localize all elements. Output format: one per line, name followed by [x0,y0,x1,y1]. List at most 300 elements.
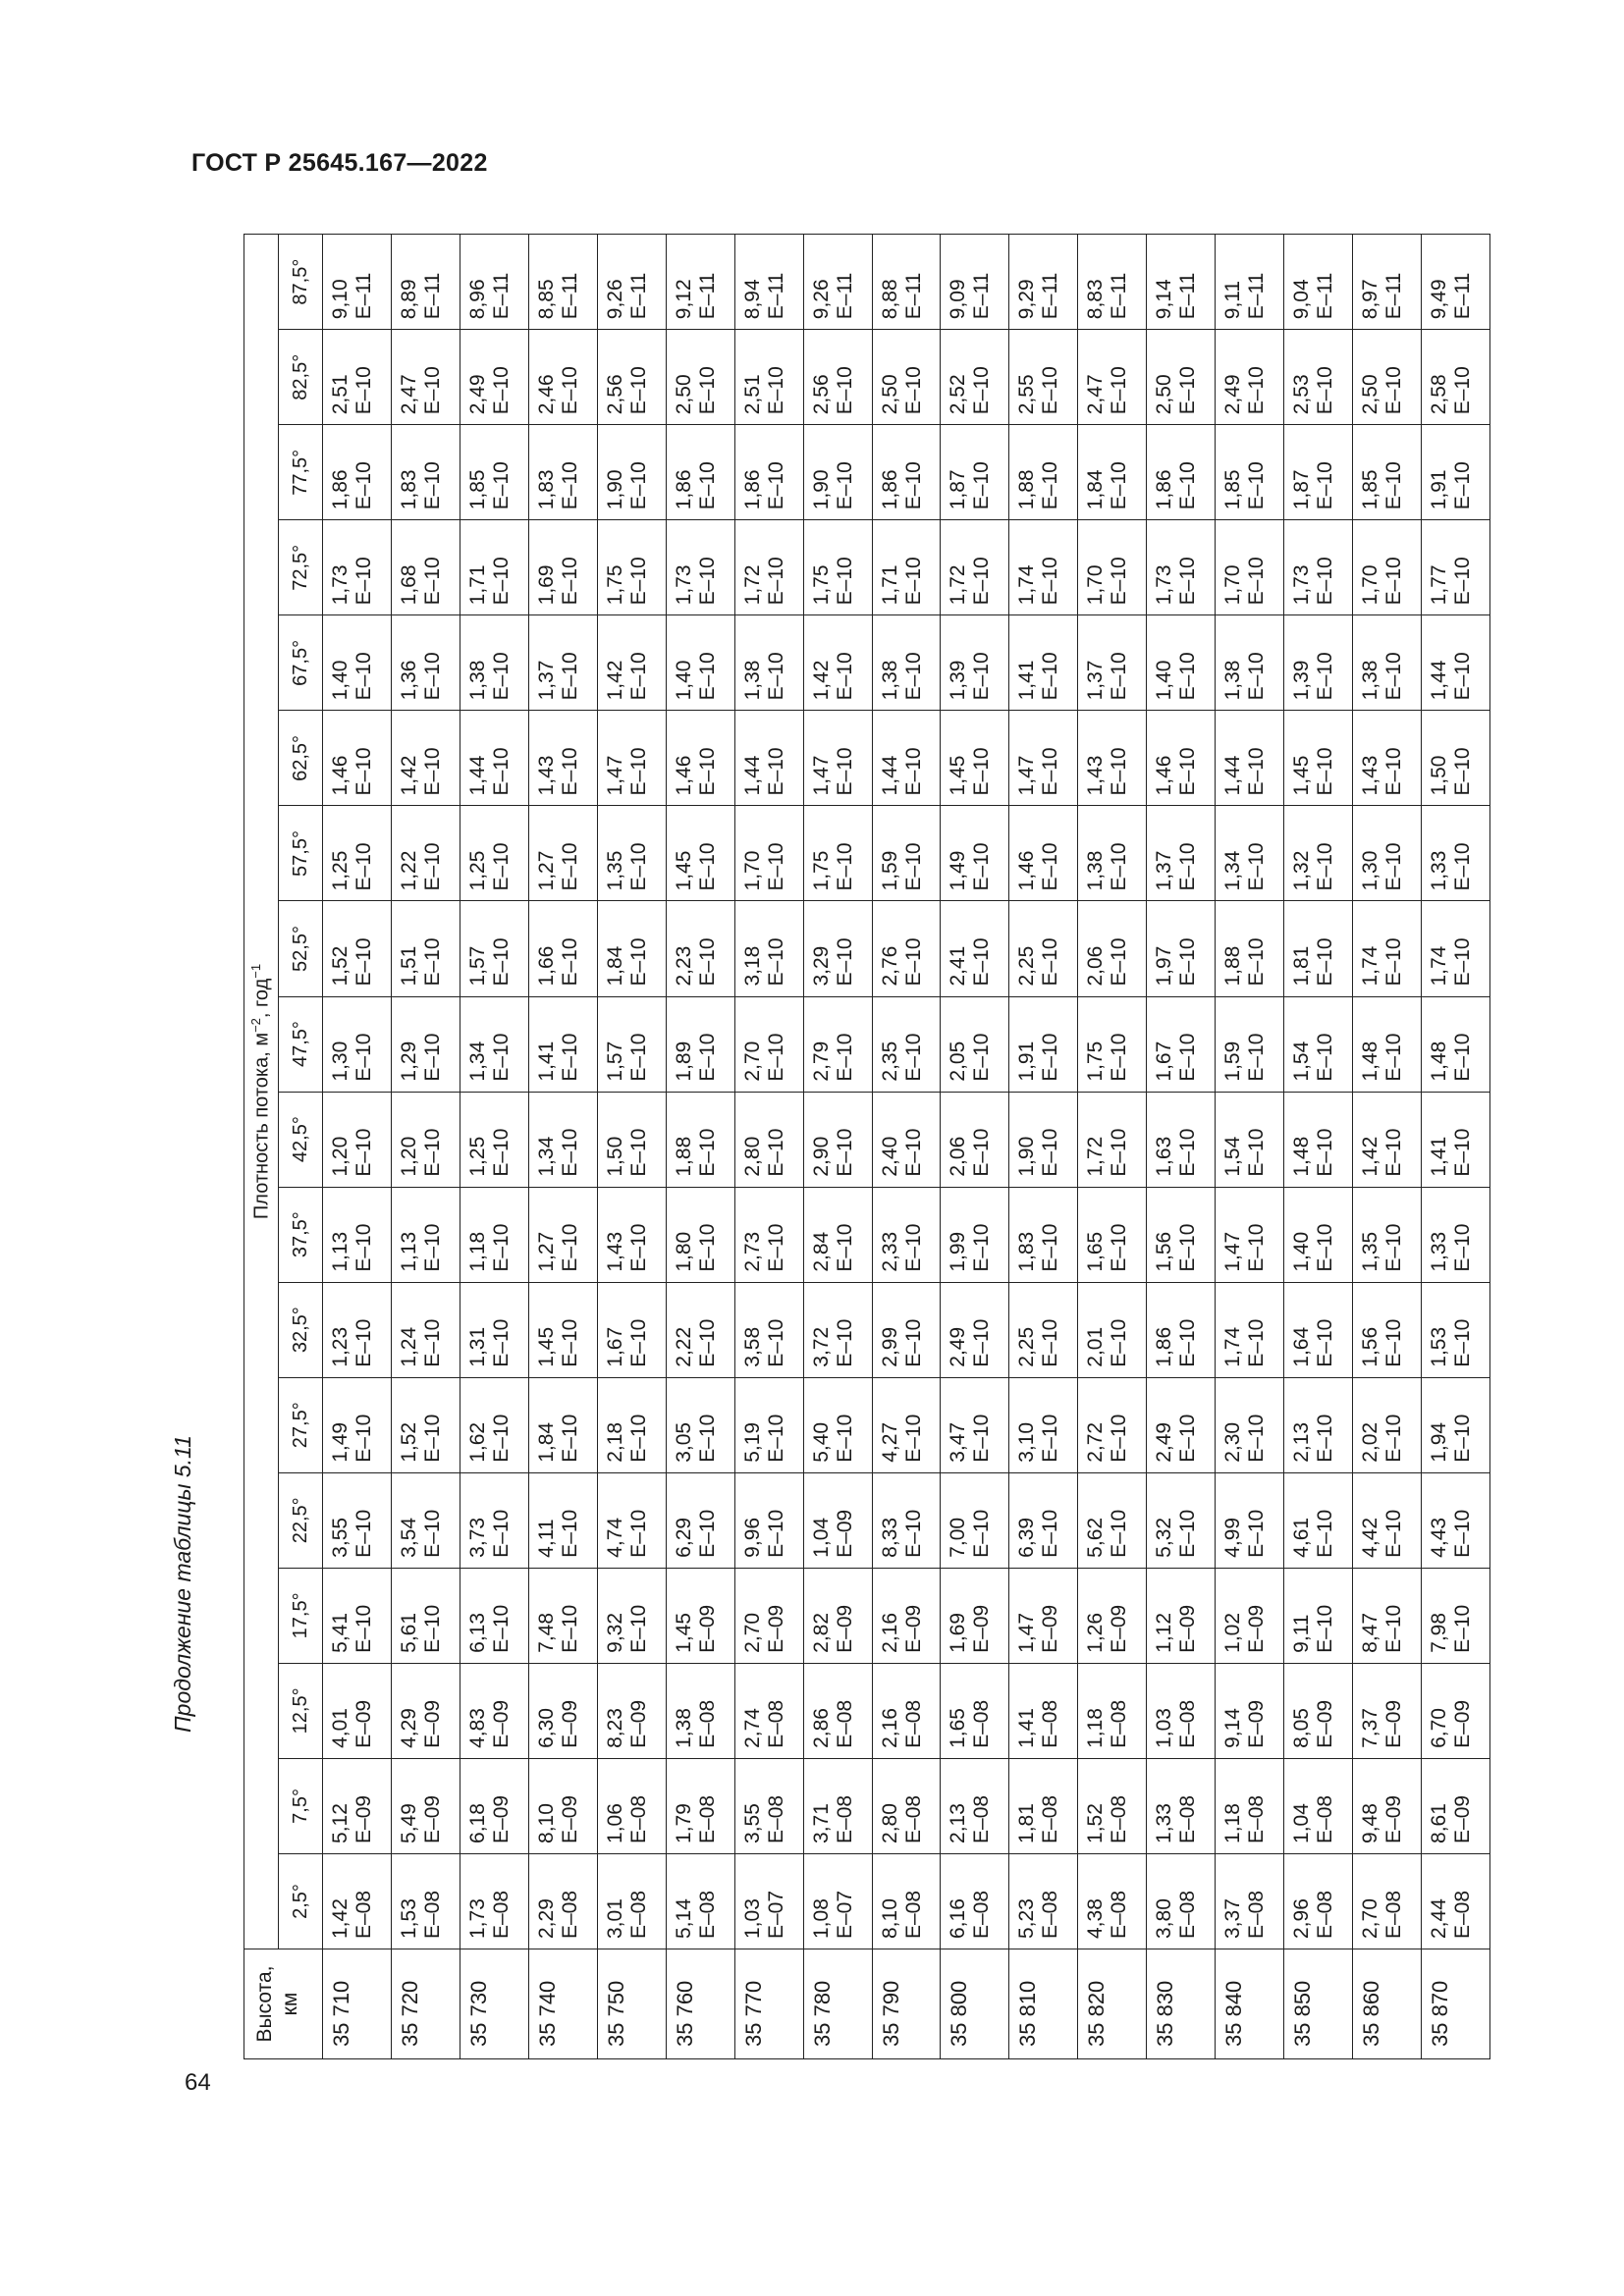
exponent: E–10 [558,366,581,415]
mantissa: 9,29 [1015,279,1039,320]
exponent: E–11 [695,272,719,320]
mantissa: 8,94 [740,279,764,320]
exponent: E–11 [764,272,787,320]
exponent: E–10 [420,366,444,415]
exponent: E–08 [420,1890,444,1939]
flux-value-cell [391,1758,460,1853]
exponent: E–08 [695,1699,719,1748]
exponent: E–10 [1176,557,1200,606]
flux-value-cell [1147,235,1216,330]
mantissa: 1,46 [329,755,352,796]
mantissa: 5,14 [672,1898,695,1939]
mantissa: 2,70 [1359,1898,1382,1939]
exponent: E–10 [489,366,513,415]
table-row [1216,235,1284,2059]
exponent: E–10 [489,1414,513,1463]
flux-value-cell [1078,520,1147,615]
flux-value-cell [666,235,734,330]
flux-value-cell [323,1853,392,1949]
angle-header: 77,5° [279,425,323,520]
exponent: E–10 [970,937,994,987]
flux-value-cell [1353,996,1422,1092]
flux-value-cell [872,520,941,615]
flux-value-cell [528,1568,597,1663]
flux-value-cell [734,1377,803,1472]
mantissa: 1,74 [1359,945,1382,987]
exponent: E–08 [1039,1794,1062,1843]
mantissa: 1,50 [1428,755,1450,796]
flux-value-cell [460,1377,528,1472]
mantissa: 2,70 [740,1612,764,1653]
mantissa: 1,25 [329,850,352,891]
mantissa: 1,06 [603,1803,626,1843]
exponent: E–10 [352,1414,375,1463]
mantissa: 1,74 [1428,945,1450,987]
flux-value-cell [1078,425,1147,520]
mantissa: 1,63 [1153,1136,1176,1177]
mantissa: 1,48 [1428,1041,1450,1082]
flux-value-cell [872,1758,941,1853]
exponent: E–10 [1382,1223,1406,1272]
mantissa: 1,86 [740,469,764,510]
exponent: E–10 [1382,1604,1406,1653]
table-row [597,235,666,2059]
flux-value-cell [1078,330,1147,425]
angle-header: 57,5° [279,806,323,901]
mantissa: 1,48 [1359,1041,1382,1082]
flux-value-cell [941,1377,1009,1472]
mantissa: 2,05 [947,1041,970,1082]
flux-value-cell [460,425,528,520]
exponent: E–10 [1245,1318,1269,1367]
flux-value-cell [528,1377,597,1472]
flux-value-cell [1216,330,1284,425]
exponent: E–10 [558,557,581,606]
mantissa: 1,83 [397,469,420,510]
exponent: E–10 [695,1414,719,1463]
flux-value-cell [1216,1853,1284,1949]
exponent: E–10 [1382,1128,1406,1177]
mantissa: 2,13 [947,1803,970,1843]
exponent: E–10 [1382,366,1406,415]
mantissa: 1,44 [1221,755,1245,796]
flux-value-cell [1284,1187,1353,1282]
exponent: E–10 [1314,1318,1337,1367]
flux-value-cell [1284,1758,1353,1853]
flux-value-cell [666,520,734,615]
flux-value-cell [1284,901,1353,996]
exponent: E–10 [626,1414,650,1463]
mantissa: 8,97 [1359,279,1382,320]
table-row [323,235,392,2059]
flux-value-cell [1353,1663,1422,1758]
exponent: E–11 [901,272,925,320]
mantissa: 1,45 [534,1326,558,1367]
flux-value-cell [803,711,872,806]
mantissa: 1,59 [878,850,901,891]
flux-value-cell [1147,1568,1216,1663]
exponent: E–10 [695,842,719,891]
exponent: E–10 [1451,652,1474,701]
mantissa: 1,73 [1290,564,1314,606]
flux-value-cell [391,806,460,901]
flux-value-cell [460,901,528,996]
exponent: E–10 [1245,652,1269,701]
exponent: E–10 [626,937,650,987]
exponent: E–10 [1382,937,1406,987]
mantissa: 1,50 [603,1136,626,1177]
mantissa: 7,98 [1428,1612,1450,1653]
table-row [1353,235,1422,2059]
flux-value-cell [323,330,392,425]
exponent: E–10 [626,747,650,796]
flux-value-cell [1353,1568,1422,1663]
mantissa: 6,30 [534,1708,558,1748]
mantissa: 1,46 [1015,850,1039,891]
exponent: E–11 [1108,272,1131,320]
flux-value-cell [323,1568,392,1663]
exponent: E–10 [352,1604,375,1653]
mantissa: 8,88 [878,279,901,320]
mantissa: 1,75 [809,564,833,606]
flux-value-cell [872,330,941,425]
exponent: E–10 [1314,1223,1337,1272]
mantissa: 5,41 [329,1612,352,1653]
flux-value-cell [391,1377,460,1472]
altitude-cell: 35 780 [803,1949,872,2059]
flux-value-cell [941,1472,1009,1568]
flux-value-cell [1147,1092,1216,1187]
flux-value-cell [666,1568,734,1663]
mantissa: 4,83 [465,1708,489,1748]
exponent: E–10 [558,842,581,891]
exponent: E–08 [558,1890,581,1939]
exponent: E–08 [1245,1890,1269,1939]
mantissa: 1,39 [947,660,970,701]
mantissa: 1,35 [603,850,626,891]
mantissa: 9,12 [672,279,695,320]
mantissa: 1,72 [947,564,970,606]
flux-value-cell [528,1853,597,1949]
flux-value-cell [1216,1187,1284,1282]
mantissa: 1,51 [397,945,420,987]
exponent: E–10 [1314,557,1337,606]
exponent: E–10 [420,1509,444,1558]
flux-value-cell [941,425,1009,520]
mantissa: 1,40 [329,660,352,701]
mantissa: 1,72 [740,564,764,606]
altitude-cell: 35 860 [1353,1949,1422,2059]
exponent: E–10 [764,652,787,701]
flux-value-cell [1353,1187,1422,1282]
flux-value-cell [734,901,803,996]
exponent: E–10 [970,1414,994,1463]
mantissa: 2,23 [672,945,695,987]
exponent: E–10 [1108,937,1131,987]
flux-value-cell [1009,330,1078,425]
mantissa: 1,38 [1359,660,1382,701]
exponent: E–10 [1382,652,1406,701]
mantissa: 2,50 [1153,374,1176,415]
flux-value-cell [323,806,392,901]
flux-value-cell [528,1758,597,1853]
exponent: E–10 [626,1509,650,1558]
flux-value-cell [1009,1853,1078,1949]
flux-value-cell [734,1758,803,1853]
mantissa: 2,35 [878,1041,901,1082]
flux-value-cell [597,1663,666,1758]
exponent: E–10 [420,652,444,701]
mantissa: 1,27 [534,1231,558,1272]
mantissa: 1,79 [672,1803,695,1843]
mantissa: 8,96 [465,279,489,320]
mantissa: 1,47 [603,755,626,796]
flux-value-cell [803,901,872,996]
exponent: E–09 [1451,1794,1474,1843]
flux-value-cell [1422,520,1490,615]
mantissa: 1,46 [672,755,695,796]
exponent: E–10 [764,366,787,415]
altitude-cell: 35 750 [597,1949,666,2059]
flux-value-cell [528,901,597,996]
exponent: E–09 [1451,1699,1474,1748]
exponent: E–10 [558,747,581,796]
mantissa: 1,02 [1221,1612,1245,1653]
mantissa: 2,49 [947,1326,970,1367]
flux-value-cell [460,1472,528,1568]
angle-header: 87,5° [279,235,323,330]
exponent: E–10 [1108,842,1131,891]
flux-value-cell [1422,1853,1490,1949]
exponent: E–10 [626,366,650,415]
table-row [1422,235,1490,2059]
mantissa: 1,87 [1290,469,1314,510]
flux-value-cell [323,425,392,520]
flux-value-cell [1216,1663,1284,1758]
flux-value-cell [1147,1282,1216,1377]
flux-value-cell [734,1187,803,1282]
exponent: E–08 [901,1699,925,1748]
exponent: E–10 [901,366,925,415]
flux-value-cell [1147,330,1216,425]
exponent: E–10 [695,366,719,415]
flux-value-cell [1216,996,1284,1092]
flux-value-cell [528,330,597,425]
flux-value-cell [1009,235,1078,330]
exponent: E–10 [420,1128,444,1177]
exponent: E–10 [489,557,513,606]
mantissa: 1,56 [1153,1231,1176,1272]
flux-value-cell [1078,1092,1147,1187]
mantissa: 1,73 [329,564,352,606]
exponent: E–10 [764,842,787,891]
mantissa: 1,57 [465,945,489,987]
mantissa: 1,42 [809,660,833,701]
exponent: E–10 [1382,1033,1406,1082]
flux-value-cell [872,996,941,1092]
mantissa: 7,48 [534,1612,558,1653]
mantissa: 1,49 [947,850,970,891]
exponent: E–11 [833,272,856,320]
exponent: E–10 [1108,366,1131,415]
flux-value-cell [1009,1568,1078,1663]
exponent: E–10 [420,461,444,510]
mantissa: 2,25 [1015,1326,1039,1367]
exponent: E–10 [1039,937,1062,987]
exponent: E–10 [1108,747,1131,796]
flux-value-cell [460,711,528,806]
mantissa: 2,06 [1084,945,1108,987]
exponent: E–10 [833,652,856,701]
angle-header: 52,5° [279,901,323,996]
flux-value-cell [323,1758,392,1853]
exponent: E–10 [489,1509,513,1558]
angle-header: 17,5° [279,1568,323,1663]
mantissa: 2,96 [1290,1898,1314,1939]
mantissa: 8,47 [1359,1612,1382,1653]
mantissa: 1,12 [1153,1612,1176,1653]
mantissa: 1,42 [397,755,420,796]
altitude-cell: 35 830 [1147,1949,1216,2059]
mantissa: 1,43 [534,755,558,796]
flux-value-cell [460,996,528,1092]
exponent: E–11 [420,272,444,320]
flux-value-cell [1353,235,1422,330]
exponent: E–10 [558,1033,581,1082]
angle-header: 12,5° [279,1663,323,1758]
exponent: E–11 [558,272,581,320]
exponent: E–10 [970,842,994,891]
mantissa: 2,84 [809,1231,833,1272]
mantissa: 2,49 [1221,374,1245,415]
table-row [1147,235,1216,2059]
flux-value-cell [528,806,597,901]
flux-value-cell [597,1092,666,1187]
mantissa: 2,50 [1359,374,1382,415]
exponent: E–10 [1451,1033,1474,1082]
mantissa: 1,33 [1428,1231,1450,1272]
mantissa: 1,54 [1290,1041,1314,1082]
mantissa: 3,01 [603,1898,626,1939]
mantissa: 2,06 [947,1136,970,1177]
mantissa: 2,56 [809,374,833,415]
flux-value-cell [1009,1377,1078,1472]
exponent: E–11 [1451,272,1474,320]
mantissa: 1,47 [809,755,833,796]
mantissa: 1,34 [1221,850,1245,891]
exponent: E–10 [1314,842,1337,891]
exponent: E–09 [833,1509,856,1558]
mantissa: 8,33 [878,1517,901,1558]
mantissa: 1,29 [397,1041,420,1082]
exponent: E–10 [1176,937,1200,987]
flux-value-cell [734,1663,803,1758]
flux-value-cell [1216,1472,1284,1568]
exponent: E–10 [489,937,513,987]
flux-value-cell [391,520,460,615]
flux-value-cell [941,615,1009,711]
mantissa: 1,22 [397,850,420,891]
flux-value-cell [597,1472,666,1568]
exponent: E–10 [970,366,994,415]
flux-value-cell [1009,520,1078,615]
flux-value-cell [460,520,528,615]
exponent: E–10 [1245,747,1269,796]
flux-value-cell [597,996,666,1092]
exponent: E–09 [489,1699,513,1748]
flux-value-cell [1353,520,1422,615]
exponent: E–10 [764,557,787,606]
flux-value-cell [1216,1092,1284,1187]
flux-value-cell [1353,711,1422,806]
exponent: E–10 [558,652,581,701]
mantissa: 1,70 [1359,564,1382,606]
flux-value-cell [597,806,666,901]
flux-value-cell [734,520,803,615]
mantissa: 1,04 [1290,1803,1314,1843]
mantissa: 1,73 [465,1898,489,1939]
mantissa: 1,44 [1428,660,1450,701]
mantissa: 1,84 [1084,469,1108,510]
flux-value-cell [666,330,734,425]
mantissa: 1,70 [1084,564,1108,606]
mantissa: 4,11 [534,1519,558,1558]
flux-value-cell [803,1758,872,1853]
exponent: E–10 [1176,1414,1200,1463]
mantissa: 5,12 [329,1803,352,1843]
exponent: E–10 [1451,461,1474,510]
exponent: E–11 [352,272,375,320]
flux-value-cell [1284,1568,1353,1663]
exponent: E–09 [558,1794,581,1843]
exponent: E–10 [1314,1033,1337,1082]
flux-value-cell [1078,1187,1147,1282]
exponent: E–10 [1176,842,1200,891]
mantissa: 1,86 [1153,469,1176,510]
flux-value-cell [872,711,941,806]
flux-value-cell [1353,1282,1422,1377]
flux-value-cell [1147,711,1216,806]
mantissa: 9,26 [603,279,626,320]
exponent: E–10 [352,937,375,987]
flux-value-cell [803,425,872,520]
flux-value-cell [1147,1758,1216,1853]
table-row [391,235,460,2059]
table-row [872,235,941,2059]
mantissa: 2,16 [878,1612,901,1653]
mantissa: 2,51 [740,374,764,415]
flux-value-cell [1147,901,1216,996]
mantissa: 1,91 [1428,469,1450,510]
mantissa: 1,45 [1290,755,1314,796]
exponent: E–10 [1382,842,1406,891]
altitude-cell: 35 710 [323,1949,392,2059]
exponent: E–10 [1451,1128,1474,1177]
flux-value-cell [872,806,941,901]
exponent: E–11 [1382,272,1406,320]
exponent: E–09 [1382,1699,1406,1748]
exponent: E–10 [1314,1604,1337,1653]
mantissa: 1,75 [603,564,626,606]
mantissa: 3,73 [465,1517,489,1558]
mantissa: 1,41 [1015,660,1039,701]
mantissa: 2,53 [1290,374,1314,415]
mantissa: 5,23 [1015,1898,1039,1939]
flux-value-cell [528,996,597,1092]
mantissa: 2,44 [1428,1898,1450,1939]
exponent: E–10 [901,557,925,606]
flux-value-cell [941,1092,1009,1187]
